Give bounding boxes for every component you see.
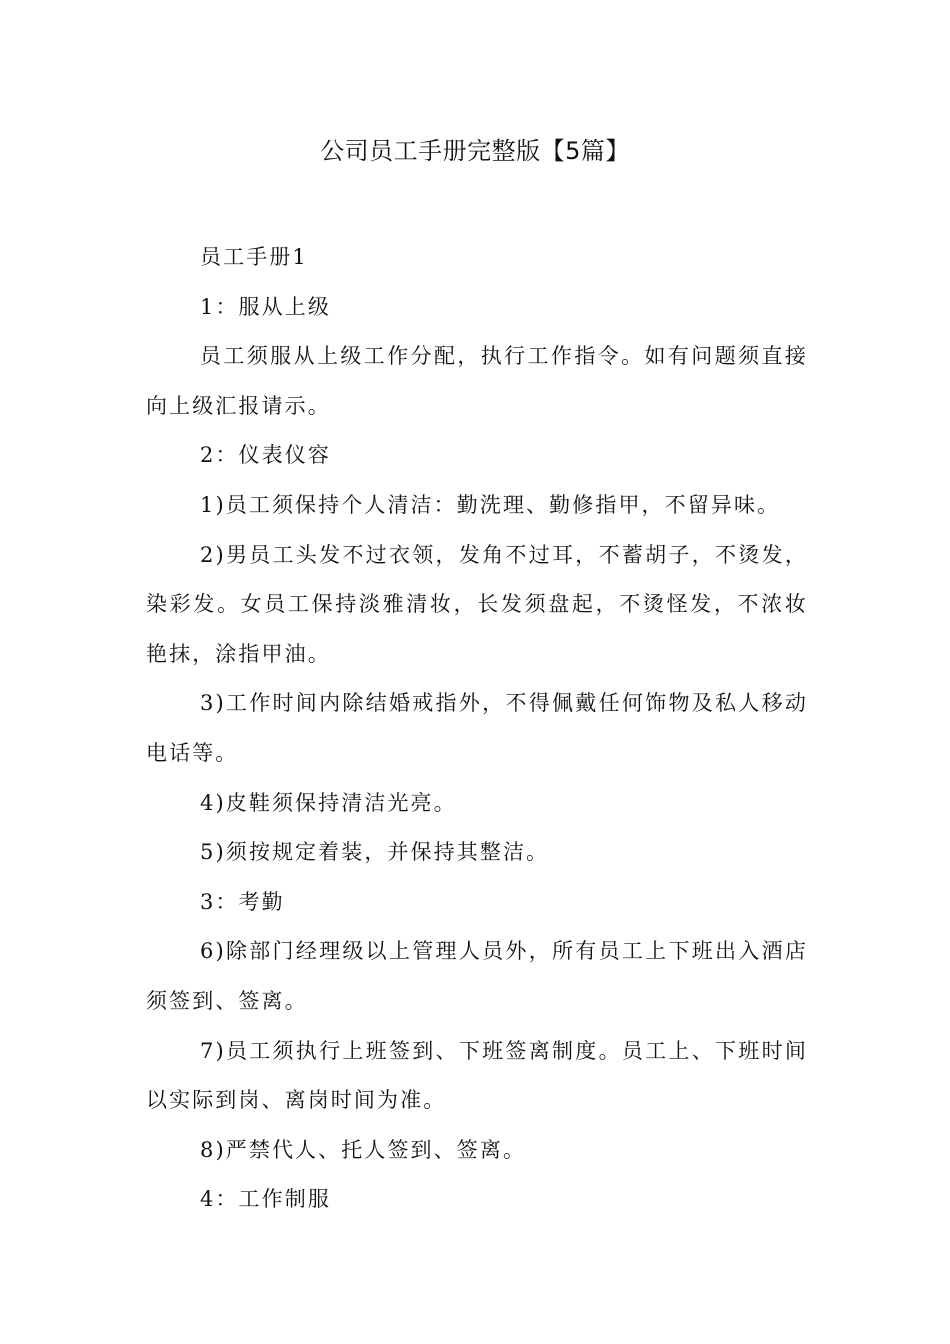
paragraph-handbook-heading: 员工手册1 — [200, 245, 308, 269]
paragraph-obey-superiors: 员工须服从上级工作分配，执行工作指令。如有问题须直接向上级汇报请示。 — [146, 344, 808, 418]
list-item-attendance-6: 6)除部门经理级以上管理人员外，所有员工上下班出入酒店须签到、签离。 — [146, 939, 808, 1013]
list-item-appearance-4: 4)皮鞋须保持清洁光亮。 — [200, 790, 457, 815]
list-item-attendance-7: 7)员工须执行上班签到、下班签离制度。员工上、下班时间以实际到岗、离岗时间为准。 — [146, 1038, 808, 1113]
list-item-attendance-8: 8)严禁代人、托人签到、签离。 — [200, 1137, 527, 1162]
list-item-appearance-5: 5)须按规定着装，并保持其整洁。 — [200, 840, 550, 865]
section-heading-obey-superiors: 1：服从上级 — [200, 294, 331, 319]
list-item-appearance-3: 3)工作时间内除结婚戒指外，不得佩戴任何饰物及私人移动电话等。 — [146, 691, 808, 765]
list-item-appearance-2: 2)男员工头发不过衣领，发角不过耳，不蓄胡子，不烫发，染彩发。女员工保持淡雅清妆，长发须盘起，不烫怪发，不浓妆艳抹，涂指甲油。 — [146, 542, 808, 666]
document-body — [146, 233, 808, 1225]
section-heading-appearance: 2：仪表仪容 — [200, 443, 331, 468]
section-heading-attendance: 3：考勤 — [200, 889, 285, 914]
document-title: 公司员工手册完整版【5篇】 — [320, 137, 630, 165]
list-item-appearance-1: 1)员工须保持个人清洁：勤洗理、勤修指甲，不留异味。 — [200, 492, 781, 517]
section-heading-uniform: 4：工作制服 — [200, 1187, 331, 1212]
